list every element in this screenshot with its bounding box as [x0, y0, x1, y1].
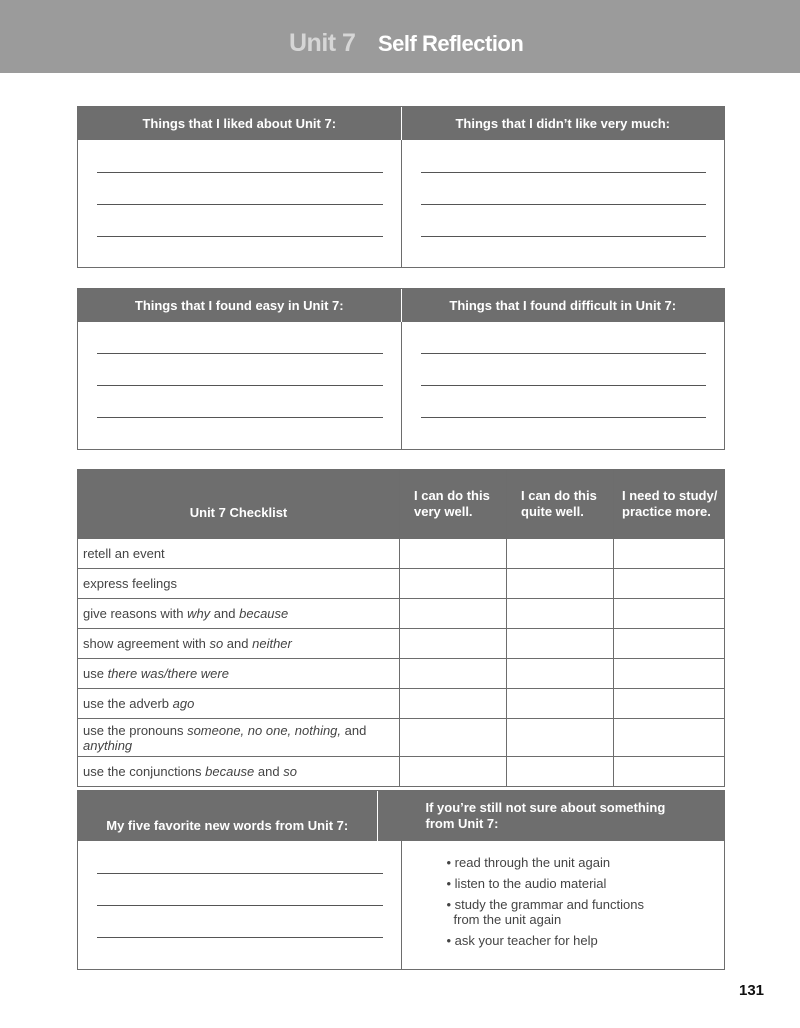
easy-difficult-box [77, 288, 725, 450]
checklist-item-label: use there was/there were [78, 659, 400, 689]
need-study-cell[interactable] [614, 629, 725, 659]
writing-line [97, 236, 383, 237]
easy-writing-area[interactable] [78, 322, 401, 449]
quite-well-cell[interactable] [507, 629, 614, 659]
quite-well-cell[interactable] [507, 757, 614, 787]
checklist-title: Unit 7 Checklist [78, 470, 400, 539]
writing-line [421, 204, 707, 205]
difficult-header: Things that I found difficult in Unit 7: [401, 289, 725, 322]
very-well-cell[interactable] [400, 599, 507, 629]
tip-item-continued: from the unit again [453, 912, 562, 927]
checklist-item-label: use the conjunctions because and so [78, 757, 400, 787]
liked-disliked-box [77, 106, 725, 268]
very-well-cell[interactable] [400, 757, 507, 787]
very-well-cell[interactable] [400, 719, 507, 757]
liked-writing-area[interactable] [78, 140, 401, 267]
need-study-cell[interactable] [614, 757, 725, 787]
very-well-cell[interactable] [400, 629, 507, 659]
writing-line [97, 937, 383, 938]
col-need-study: I need to study/ practice more. [614, 470, 725, 539]
writing-line [97, 353, 383, 354]
quite-well-cell[interactable] [507, 539, 614, 569]
liked-header: Things that I liked about Unit 7: [142, 116, 337, 131]
checklist-row [78, 757, 725, 787]
disliked-header: Things that I didn’t like very much: [401, 107, 725, 140]
page-number: 131 [739, 982, 765, 999]
checklist-row [78, 629, 725, 659]
checklist-row [78, 719, 725, 757]
writing-line [97, 417, 383, 418]
checklist-item-label: use the adverb ago [78, 689, 400, 719]
col-quite-well: I can do this quite well. [507, 470, 614, 539]
checklist-item-label: show agreement with so and neither [78, 629, 400, 659]
writing-line [97, 905, 383, 906]
checklist-item-label: express feelings [78, 569, 400, 599]
writing-line [97, 172, 383, 173]
quite-well-cell[interactable] [507, 719, 614, 757]
writing-line [97, 385, 383, 386]
checklist-item-label: use the pronouns someone, no one, nothing, and anything [78, 719, 400, 757]
easy-difficult-header [78, 289, 724, 322]
liked-disliked-header [78, 107, 724, 140]
tip-item: • ask your teacher for help [446, 933, 598, 948]
tip-item: • study the grammar and functions [446, 897, 644, 912]
difficult-writing-area[interactable] [401, 322, 725, 449]
very-well-cell[interactable] [400, 689, 507, 719]
page-header [0, 0, 800, 73]
checklist-table [77, 469, 725, 787]
quite-well-cell[interactable] [507, 659, 614, 689]
writing-line [421, 385, 707, 386]
not-sure-header: If you’re still not sure about something from Unit 7: [377, 791, 725, 841]
tips-list [447, 855, 644, 954]
need-study-cell[interactable] [614, 689, 725, 719]
favorite-words-writing-area[interactable] [78, 841, 401, 969]
need-study-cell[interactable] [614, 539, 725, 569]
unit-label: Unit 7 [289, 29, 356, 57]
page-title: Self Reflection [378, 31, 524, 56]
col-very-well: I can do this very well. [400, 470, 507, 539]
favorite-words-header-left: My five favorite new words from Unit 7: [106, 817, 349, 833]
writing-line [421, 353, 707, 354]
need-study-cell[interactable] [614, 719, 725, 757]
easy-header: Things that I found easy in Unit 7: [134, 298, 344, 313]
quite-well-cell[interactable] [507, 569, 614, 599]
tips-area [401, 841, 725, 969]
checklist-row [78, 659, 725, 689]
quite-well-cell[interactable] [507, 689, 614, 719]
writing-line [421, 236, 707, 237]
very-well-cell[interactable] [400, 659, 507, 689]
writing-line [97, 873, 383, 874]
favorite-words-box [77, 790, 725, 970]
very-well-cell[interactable] [400, 569, 507, 599]
disliked-writing-area[interactable] [401, 140, 725, 267]
need-study-cell[interactable] [614, 659, 725, 689]
checklist-item-label: retell an event [78, 539, 400, 569]
tip-item: • listen to the audio material [446, 876, 607, 891]
checklist-row [78, 689, 725, 719]
tip-item: • read through the unit again [446, 855, 611, 870]
writing-line [421, 417, 707, 418]
checklist-row [78, 539, 725, 569]
quite-well-cell[interactable] [507, 599, 614, 629]
writing-line [421, 172, 707, 173]
checklist-row [78, 569, 725, 599]
very-well-cell[interactable] [400, 539, 507, 569]
checklist-item-label: give reasons with why and because [78, 599, 400, 629]
writing-line [97, 204, 383, 205]
checklist-row [78, 599, 725, 629]
need-study-cell[interactable] [614, 569, 725, 599]
favorite-words-header [78, 791, 724, 841]
need-study-cell[interactable] [614, 599, 725, 629]
